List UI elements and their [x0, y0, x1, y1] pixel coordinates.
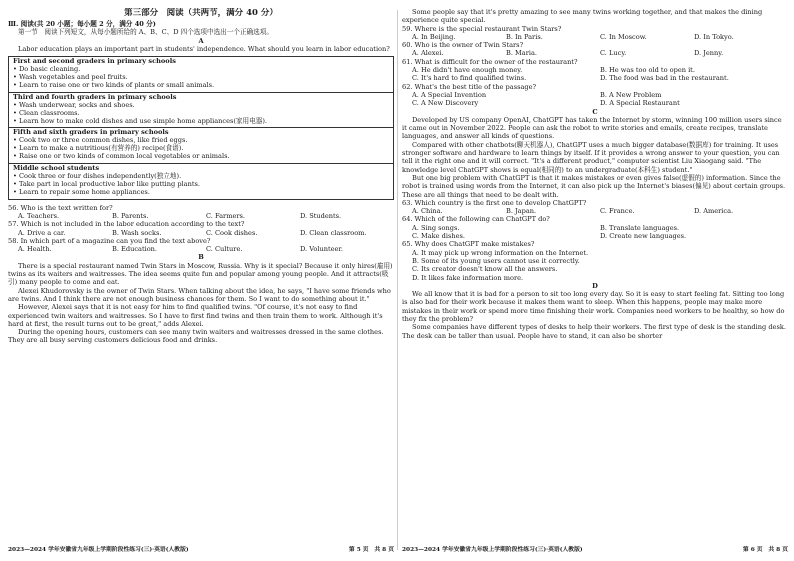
passage-b-label: B	[198, 253, 204, 262]
answer-option: C. Culture.	[206, 245, 243, 254]
answer-option: A. A Special Invention	[412, 90, 487, 99]
answer-option: D. It likes fake information more.	[412, 273, 524, 282]
table-section-item: • Cook two or three common dishes, like fried eggs.	[13, 136, 188, 145]
question-stem: 59. Where is the special restaurant Twin Stars?	[402, 24, 562, 33]
table-section	[9, 57, 393, 93]
table-section-item: • Learn to raise one or two kinds of plants or small animals.	[13, 80, 215, 89]
table-section-heading: Middle school students	[13, 164, 100, 173]
table-section-item: • Learn to make a nutritious(有营养的) recipe(食谱).	[13, 144, 184, 153]
paragraph: But one big problem with ChatGPT is that it makes mistakes or even gives false(虚假的) information. Since the robot is trained using words from the Internet, it can also pick up the Internet's biases(偏见) about certain groups. These are all things that need to be dealt with.	[402, 173, 786, 199]
answer-option: B. Japan.	[506, 207, 537, 216]
answer-option: A. China.	[412, 207, 443, 216]
table-section-item: • Wash vegetables and peel fruits.	[13, 73, 128, 81]
paragraph: Alexei Khudorovsky is the owner of Twin Stars. When talking about the idea, he says, "I have some friends who are twins. And I think there are not enough business chances for them. So I want to do something about it."	[8, 286, 391, 303]
answer-option: D. The food was bad in the restaurant.	[600, 74, 729, 83]
answer-option: D. Volunteer.	[300, 245, 343, 254]
question-stem: 58. In which part of a magazine can you find the text above?	[8, 236, 211, 245]
footer-left	[8, 547, 394, 554]
answer-option: C. Lucy.	[600, 49, 627, 58]
passage-a-intro: Labor education plays an important part in students' independence. What should you learn in labor education?	[18, 44, 390, 53]
answer-option: A. Teachers.	[18, 211, 60, 220]
questions-b	[402, 25, 788, 108]
answer-options	[402, 66, 788, 83]
footer-right	[402, 547, 788, 554]
answer-option: C. France.	[600, 207, 635, 216]
paragraph: There is a special restaurant named Twin Stars in Moscow, Russia. Why is it special? Because it only hires(雇用) twins as its waiters and waitresses. The idea seems quite fun and popular among young people. And it attracts(吸引) many people to come and eat.	[8, 261, 393, 287]
question-stem: 61. What is difficult for the owner of the restaurant?	[402, 57, 578, 66]
answer-option: D. America.	[694, 207, 734, 216]
table-section-heading: Fifth and sixth graders in primary schools	[13, 128, 169, 137]
answer-options	[402, 224, 788, 241]
right-page	[402, 8, 788, 556]
passage-d	[402, 290, 788, 340]
question-stem: 62. What's the best title of the passage?	[402, 82, 537, 91]
table-section-heading: Third and fourth graders in primary schools	[13, 92, 177, 101]
questions-a	[8, 204, 394, 254]
paragraph: Compared with other chatbots(聊天机器人), ChatGPT uses a much bigger database(数据库) for training. It uses stronger software and hardware to learn things by itself. If it provides a wrong answer to your question, you can tell it the right one and it will correct. "It's a different product," computer scientist Liu Xiaogang said. "The knowledge level ChatGPT shows is equal(相同的) to an undergraduate(本科生) student."	[402, 140, 780, 174]
answer-option: A. In Beijing.	[412, 32, 456, 41]
passage-c	[402, 116, 788, 199]
question-stem: 57. Which is not included in the labor education according to the text?	[8, 220, 245, 229]
answer-option: D. Jenny.	[694, 49, 724, 58]
passage-d-label: D	[592, 281, 598, 290]
question-stem: 60. Who is the owner of Twin Stars?	[402, 41, 524, 50]
table-section-item: • Clean classrooms.	[13, 108, 80, 117]
answer-option: C. Its creator doesn't know all the answers.	[412, 265, 558, 274]
answer-option: B. He was too old to open it.	[600, 66, 695, 75]
answer-option: B. Maria.	[506, 49, 538, 58]
paragraph: During the opening hours, customers can see many twin waiters and waitresses dressed in the same clothes. They are all busy serving customers delicious food and drinks.	[8, 328, 384, 345]
reading-instruction: Ⅲ. 阅读(共 20 小题；每小题 2 分，满分 40 分)	[8, 20, 156, 28]
page-divider	[397, 10, 398, 550]
footer-page: 第 6 页 共 8 页	[742, 547, 788, 553]
answer-option: D. Students.	[300, 211, 342, 220]
table-section-item: • Raise one or two kinds of common local vegetables or animals.	[13, 152, 230, 161]
answer-option: D. Clean classroom.	[300, 228, 367, 237]
answer-options	[8, 245, 394, 253]
footer-title: 2023—2024 学年安徽省九年级上学期阶段性练习(三)·英语(人教版)	[8, 547, 189, 553]
table-section	[9, 93, 393, 129]
part1-instruction: 第一节 阅读下列短文，从每小题所给的 A、B、C、D 四个选项中选出一个正确选项。	[18, 28, 273, 37]
question-stem: 63. Which country is the first one to develop ChatGPT?	[402, 198, 587, 207]
table-section-item: • Cook three or four dishes independently(独立地).	[13, 171, 182, 180]
paragraph: However, Alexei says that it is not easy for him to find qualified twins. "Of course, it's not easy to find experienced twin waiters and waitresses. So I have to first find twins and then train them to work. Although it's hard at first, the result turns out to be great," adds Alexei.	[8, 303, 383, 328]
table-section	[9, 164, 393, 199]
answer-option: B. In Paris.	[506, 32, 543, 41]
answer-option: D. A Special Restaurant	[600, 99, 680, 108]
table-section-item: • Wash underwear, socks and shoes.	[13, 100, 135, 109]
answer-option: D. In Tokyo.	[694, 32, 734, 41]
answer-options	[8, 229, 394, 237]
table-section-heading: First and second graders in primary schools	[13, 57, 176, 66]
table-section-item: • Learn how to make cold dishes and use simple home appliances(家用电器).	[13, 116, 267, 125]
answer-options	[402, 91, 788, 108]
answer-options	[402, 33, 788, 41]
labor-education-table	[8, 56, 394, 200]
answer-options	[8, 212, 394, 220]
left-page	[8, 8, 394, 556]
answer-option: C. Make dishes.	[412, 232, 466, 241]
footer-page: 第 5 页 共 8 页	[348, 547, 394, 553]
question-stem: 65. Why does ChatGPT make mistakes?	[402, 240, 535, 249]
passage-c-label: C	[592, 107, 598, 116]
table-section-item: • Do basic cleaning.	[13, 65, 81, 74]
answer-options	[402, 49, 788, 57]
answer-option: C. In Moscow.	[600, 32, 647, 41]
answer-option: D. Create new languages.	[600, 232, 687, 241]
answer-option: A. He didn't have enough money.	[412, 66, 523, 75]
paragraph: Developed by US company OpenAI, ChatGPT has taken the Internet by storm, winning 100 million users since it came out in November 2022. People can ask the robot to write stories and emails, create recipes, translate languages, and answer all kinds of questions.	[402, 115, 782, 141]
table-section-item: • Learn to repair some home appliances.	[13, 187, 150, 196]
answer-option: B. Wash socks.	[112, 228, 162, 237]
answer-option: B. A New Problem	[600, 90, 662, 99]
questions-c	[402, 199, 788, 282]
paragraph: Some companies have different types of desks to help their workers. The first type of desk is the standing desk. The desk can be taller than usual. People have to stand, it can also be shorter	[402, 323, 786, 340]
answer-option: A. Drive a car.	[18, 228, 66, 237]
answer-option: A. Alexei.	[412, 49, 444, 58]
answer-option: C. It's hard to find qualified twins.	[412, 74, 527, 83]
answer-option: C. A New Discovery	[412, 99, 479, 108]
answer-options	[402, 207, 788, 215]
table-section-item: • Take part in local productive labor like putting plants.	[13, 179, 200, 188]
answer-option: A. Sing songs.	[412, 223, 460, 232]
answer-option: A. Health.	[18, 245, 52, 254]
answer-option: C. Farmers.	[206, 211, 245, 220]
answer-option: C. Cook dishes.	[206, 228, 258, 237]
answer-option: B. Translate languages.	[600, 223, 680, 232]
footer-title: 2023—2024 学年安徽省九年级上学期阶段性练习(三)·英语(人教版)	[402, 547, 583, 553]
paragraph: We all know that it is bad for a person to sit too long every day. So it is easy to start feeling fat. Sitting too long is also bad for their work because it makes them want to sleep. When this happens, people may make more mistakes in their work or spend more time finishing their work. Companies need workers to be healthy, so how do they fix the problem?	[402, 290, 785, 323]
answer-option: B. Education.	[112, 245, 158, 254]
passage-b	[8, 262, 394, 345]
answer-option: B. Parents.	[112, 211, 149, 220]
answer-option: B. Some of its young users cannot use it correctly.	[412, 256, 580, 265]
section-title: 第三部分 阅读（共两节，满分 40 分）	[124, 8, 278, 18]
question-stem: 56. Who is the text written for?	[8, 203, 113, 212]
table-section	[9, 128, 393, 164]
answer-option: A. It may pick up wrong information on the Internet.	[412, 248, 589, 257]
question-stem: 64. Which of the following can ChatGPT do?	[402, 215, 550, 224]
passage-a-label: A	[198, 36, 204, 45]
passage-b-continued: Some people say that it's pretty amazing to see many twins working together, and that makes the dining experience quite special.	[402, 8, 763, 25]
